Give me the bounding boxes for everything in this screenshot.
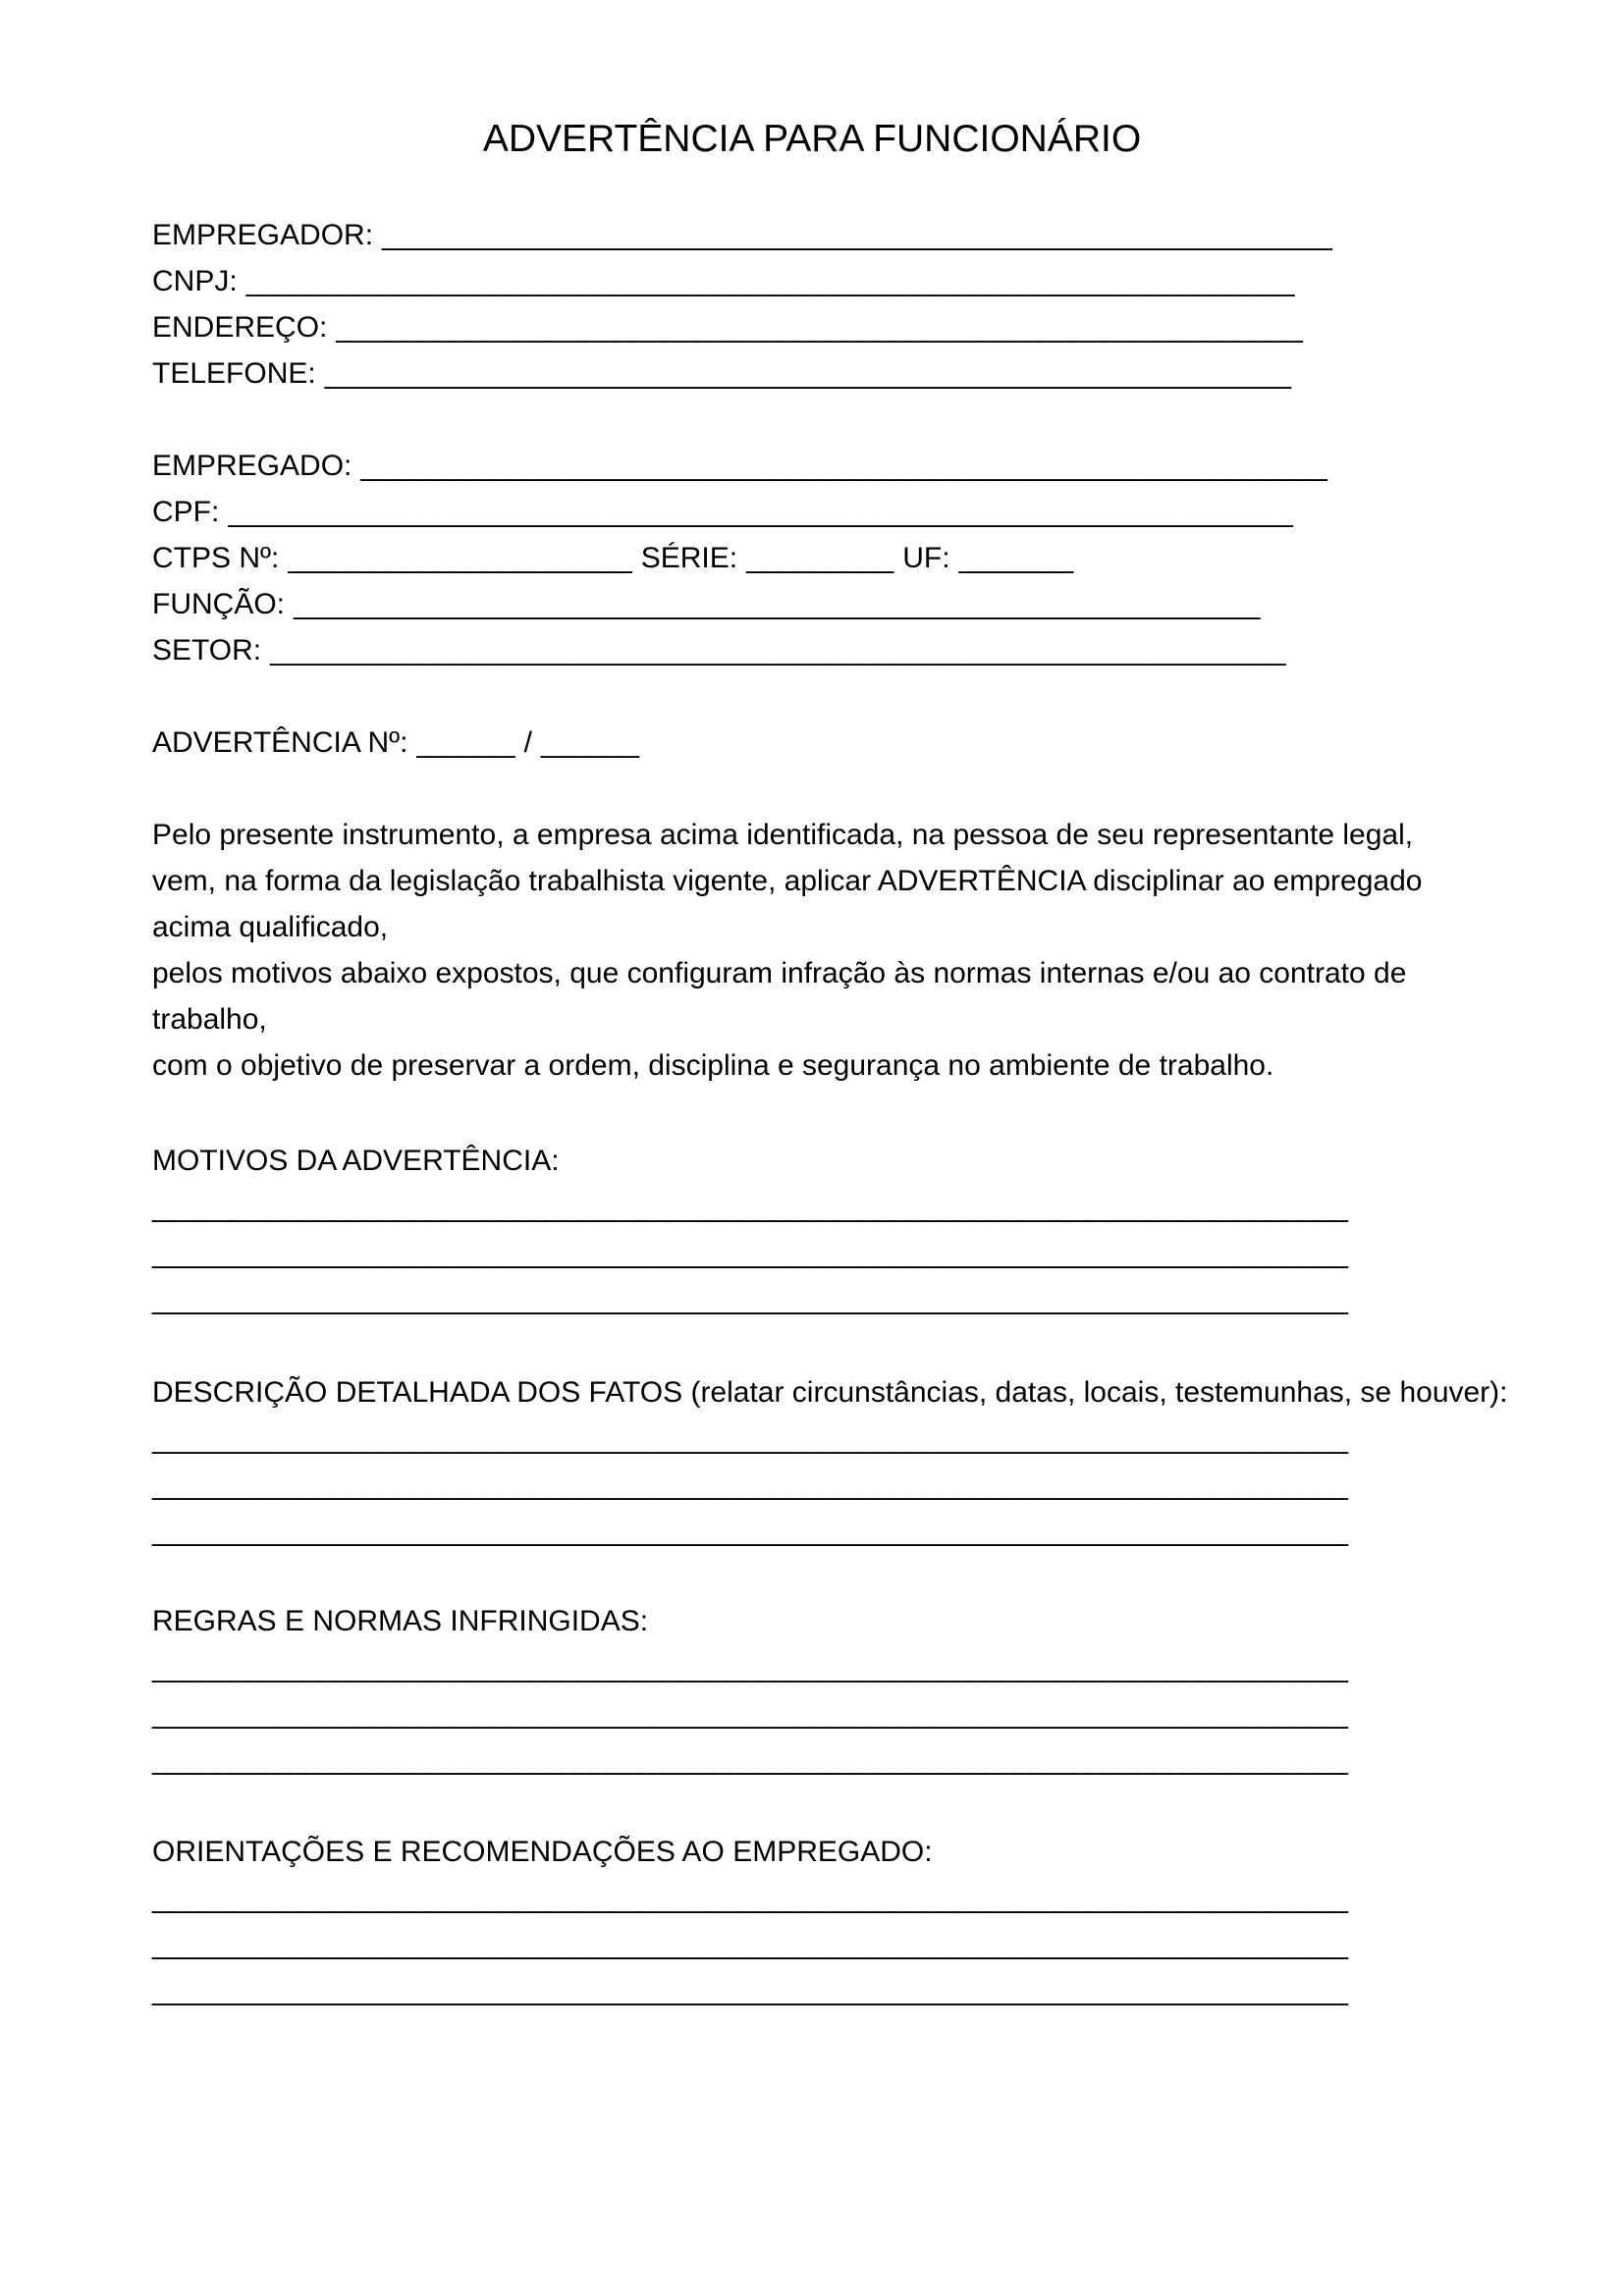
blank-line: _________________________________________________________________________ [152,1237,1348,1269]
field-label-ctps: CTPS Nº: [152,542,280,574]
slash-separator: / [523,726,532,759]
field-blank-uf: _______ [958,542,1074,574]
field-blank-cpf: _________________________________________________________________ [228,496,1293,528]
intro-line: vem, na forma da legislação trabalhista vigente, aplicar ADVERTÊNCIA disciplinar ao empregado [152,865,1423,897]
blank-line: _________________________________________________________________________ [152,1928,1348,1960]
blank-line: _________________________________________________________________________ [152,1697,1348,1730]
field-blank-serie: _________ [746,542,894,574]
field-row-funcao [152,581,1501,627]
intro-line: acima qualificado, [152,911,389,943]
field-label-endereco: ENDEREÇO: [152,311,328,344]
field-blank-endereco: ___________________________________________________________ [336,311,1303,344]
field-row-ctps-serie-uf [152,535,1501,581]
field-blank-advertencia-num1: ______ [416,726,515,759]
field-label-funcao: FUNÇÃO: [152,588,285,620]
section-heading-motivos: MOTIVOS DA ADVERTÊNCIA: [152,1145,560,1177]
field-blank-cnpj: ________________________________________________________________ [245,265,1295,297]
section-orientacoes [152,1829,1501,2013]
intro-line: Pelo presente instrumento, a empresa acima identificada, na pessoa de seu representante legal, [152,819,1414,851]
field-label-uf: UF: [902,542,950,574]
spacer [152,766,1501,812]
spacer [152,397,1501,443]
field-label-advertencia-numero: ADVERTÊNCIA Nº: [152,726,408,759]
intro-line: trabalho, [152,1003,267,1036]
spacer [152,1322,1501,1369]
field-label-cpf: CPF: [152,496,220,528]
page-title: ADVERTÊNCIA PARA FUNCIONÁRIO [482,118,1142,160]
field-row-cnpj [152,258,1501,304]
spacer [152,1783,1501,1829]
section-motivos [152,1138,1501,1322]
section-descricao [152,1369,1508,1554]
field-row-empregado [152,443,1501,489]
intro-line: com o objetivo de preservar a ordem, disciplina e segurança no ambiente de trabalho. [152,1049,1274,1082]
field-blank-ctps: _____________________ [288,542,632,574]
blank-line: _________________________________________________________________________ [152,1283,1348,1315]
field-row-endereco [152,304,1501,350]
field-blank-empregado: ___________________________________________________________ [360,450,1327,482]
field-row-setor [152,627,1501,673]
intro-paragraph [152,812,1501,1089]
spacer [152,1089,1501,1138]
field-blank-telefone: ___________________________________________________________ [324,357,1292,390]
field-label-empregado: EMPREGADO: [152,450,352,482]
field-row-empregador [152,212,1501,258]
field-label-setor: SETOR: [152,634,262,667]
field-row-cpf [152,489,1501,535]
blank-line: _________________________________________________________________________ [152,1651,1348,1683]
field-label-empregador: EMPREGADOR: [152,219,374,251]
blank-line: _________________________________________________________________________ [152,1191,1348,1223]
section-heading-regras: REGRAS E NORMAS INFRINGIDAS: [152,1605,649,1637]
blank-line: _________________________________________________________________________ [152,1882,1348,1914]
field-row-advertencia-numero [152,720,1501,766]
field-label-telefone: TELEFONE: [152,357,316,390]
field-label-serie: SÉRIE: [640,542,738,574]
spacer [152,673,1501,720]
blank-line: _________________________________________________________________________ [152,1422,1348,1455]
spacer [152,1554,1501,1598]
blank-line: _________________________________________________________________________ [152,1974,1348,2006]
blank-line: _________________________________________________________________________ [152,1515,1348,1547]
field-blank-advertencia-num2: ______ [540,726,640,759]
section-heading-orientacoes: ORIENTAÇÕES E RECOMENDAÇÕES AO EMPREGADO: [152,1836,933,1868]
field-label-cnpj: CNPJ: [152,265,238,297]
field-row-telefone [152,350,1501,397]
section-regras [152,1598,1501,1783]
field-blank-setor: ______________________________________________________________ [270,634,1286,667]
field-blank-empregador: __________________________________________________________ [382,219,1332,251]
section-heading-descricao: DESCRIÇÃO DETALHADA DOS FATOS (relatar circunstâncias, datas, locais, testemunhas, se houver): [152,1376,1508,1409]
blank-line: _________________________________________________________________________ [152,1468,1348,1501]
field-blank-funcao: ___________________________________________________________ [294,588,1261,620]
blank-line: _________________________________________________________________________ [152,1743,1348,1776]
intro-line: pelos motivos abaixo expostos, que configuram infração às normas internas e/ou ao contrato de [152,957,1407,989]
